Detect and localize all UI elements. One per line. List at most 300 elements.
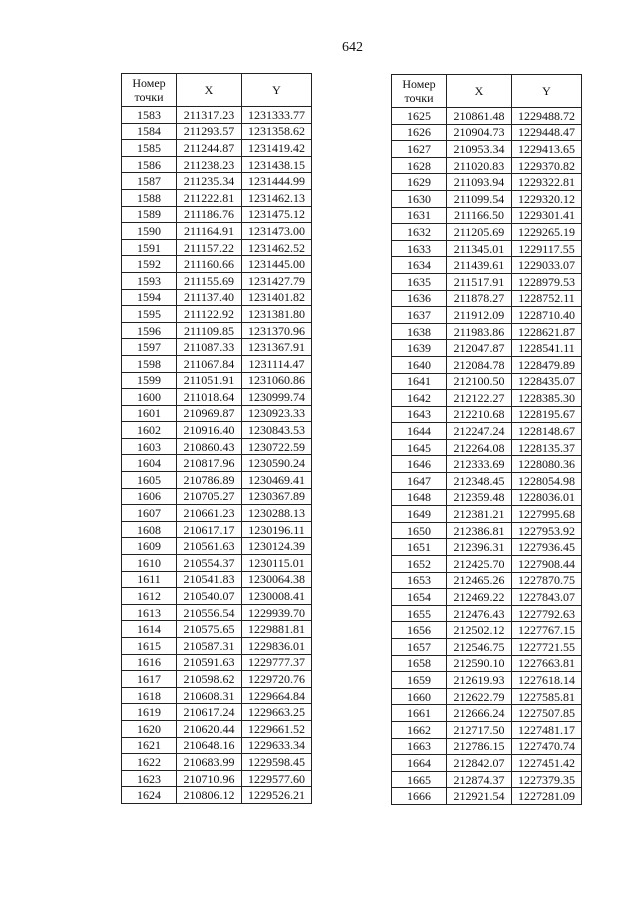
table-row — [392, 456, 582, 473]
cell-point-number: 1603 — [122, 438, 177, 455]
cell-y: 1230008.41 — [242, 588, 312, 605]
cell-point-number: 1657 — [392, 639, 447, 656]
cell-point-number: 1589 — [122, 206, 177, 223]
table-row — [392, 439, 582, 456]
cell-y: 1231462.52 — [242, 239, 312, 256]
table-row — [122, 588, 312, 605]
cell-x: 211983.86 — [447, 323, 512, 340]
cell-point-number: 1606 — [122, 488, 177, 505]
cell-point-number: 1630 — [392, 190, 447, 207]
cell-point-number: 1615 — [122, 638, 177, 655]
header-point-number-line2: точки — [134, 90, 164, 104]
cell-y: 1228080.36 — [512, 456, 582, 473]
cell-point-number: 1618 — [122, 687, 177, 704]
cell-x: 212874.37 — [447, 771, 512, 788]
table-row — [122, 571, 312, 588]
cell-point-number: 1648 — [392, 489, 447, 506]
cell-y: 1231445.00 — [242, 256, 312, 273]
cell-y: 1229939.70 — [242, 604, 312, 621]
cell-x: 212619.93 — [447, 672, 512, 689]
cell-x: 211517.91 — [447, 273, 512, 290]
header-y: Y — [242, 74, 312, 107]
cell-y: 1231475.12 — [242, 206, 312, 223]
cell-point-number: 1629 — [392, 174, 447, 191]
cell-x: 212047.87 — [447, 340, 512, 357]
cell-point-number: 1654 — [392, 589, 447, 606]
table-row — [122, 770, 312, 787]
cell-y: 1230923.33 — [242, 405, 312, 422]
table-body-right — [392, 108, 582, 805]
table-row — [122, 189, 312, 206]
cell-x: 211317.23 — [177, 107, 242, 124]
table-row — [122, 455, 312, 472]
cell-y: 1228135.37 — [512, 439, 582, 456]
cell-y: 1229664.84 — [242, 687, 312, 704]
header-point-number-line2: точки — [404, 91, 434, 105]
cell-y: 1228621.87 — [512, 323, 582, 340]
cell-y: 1227470.74 — [512, 738, 582, 755]
cell-x: 211093.94 — [447, 174, 512, 191]
cell-x: 211222.81 — [177, 189, 242, 206]
table-row — [392, 290, 582, 307]
cell-point-number: 1642 — [392, 390, 447, 407]
cell-x: 211878.27 — [447, 290, 512, 307]
table-row — [122, 239, 312, 256]
cell-y: 1229663.25 — [242, 704, 312, 721]
cell-y: 1229661.52 — [242, 720, 312, 737]
cell-y: 1229320.12 — [512, 190, 582, 207]
table-row — [392, 556, 582, 573]
cell-x: 211238.23 — [177, 156, 242, 173]
cell-point-number: 1624 — [122, 787, 177, 804]
cell-y: 1229413.65 — [512, 141, 582, 158]
cell-x: 212666.24 — [447, 705, 512, 722]
cell-x: 212502.12 — [447, 622, 512, 639]
cell-x: 211345.01 — [447, 240, 512, 257]
cell-y: 1228036.01 — [512, 489, 582, 506]
cell-point-number: 1647 — [392, 473, 447, 490]
cell-y: 1228710.40 — [512, 307, 582, 324]
table-row — [122, 604, 312, 621]
cell-x: 211439.61 — [447, 257, 512, 274]
cell-x: 212122.27 — [447, 390, 512, 407]
cell-y: 1229777.37 — [242, 654, 312, 671]
table-row — [122, 422, 312, 439]
cell-x: 212100.50 — [447, 373, 512, 390]
header-point-number — [392, 75, 447, 108]
cell-x: 212396.31 — [447, 539, 512, 556]
table-row — [392, 307, 582, 324]
table-row — [122, 223, 312, 240]
table-row — [392, 489, 582, 506]
cell-x: 211293.57 — [177, 123, 242, 140]
table-row — [392, 738, 582, 755]
cell-y: 1229720.76 — [242, 671, 312, 688]
cell-y: 1229033.07 — [512, 257, 582, 274]
cell-point-number: 1639 — [392, 340, 447, 357]
header-point-number — [122, 74, 177, 107]
cell-y: 1231358.62 — [242, 123, 312, 140]
cell-x: 210587.31 — [177, 638, 242, 655]
cell-x: 211087.33 — [177, 339, 242, 356]
table-header-row — [392, 75, 582, 108]
cell-point-number: 1585 — [122, 140, 177, 157]
cell-point-number: 1644 — [392, 423, 447, 440]
cell-y: 1229301.41 — [512, 207, 582, 224]
table-row — [392, 340, 582, 357]
table-row — [122, 355, 312, 372]
table-row — [392, 572, 582, 589]
cell-y: 1227908.44 — [512, 556, 582, 573]
cell-point-number: 1602 — [122, 422, 177, 439]
cell-point-number: 1586 — [122, 156, 177, 173]
cell-x: 212469.22 — [447, 589, 512, 606]
table-row — [122, 638, 312, 655]
header-x: X — [447, 75, 512, 108]
table-body-left — [122, 107, 312, 804]
cell-x: 210861.48 — [447, 108, 512, 125]
cell-x: 210969.87 — [177, 405, 242, 422]
cell-point-number: 1587 — [122, 173, 177, 190]
table-row — [392, 390, 582, 407]
cell-point-number: 1632 — [392, 224, 447, 241]
cell-point-number: 1614 — [122, 621, 177, 638]
table-row — [392, 605, 582, 622]
cell-x: 210904.73 — [447, 124, 512, 141]
cell-y: 1229633.34 — [242, 737, 312, 754]
cell-x: 210860.43 — [177, 438, 242, 455]
cell-point-number: 1631 — [392, 207, 447, 224]
cell-x: 212359.48 — [447, 489, 512, 506]
cell-x: 210617.17 — [177, 521, 242, 538]
table-row — [392, 124, 582, 141]
cell-y: 1228979.53 — [512, 273, 582, 290]
cell-x: 211235.34 — [177, 173, 242, 190]
cell-point-number: 1659 — [392, 672, 447, 689]
cell-point-number: 1666 — [392, 788, 447, 805]
cell-y: 1227843.07 — [512, 589, 582, 606]
cell-point-number: 1596 — [122, 322, 177, 339]
cell-x: 212247.24 — [447, 423, 512, 440]
cell-x: 210540.07 — [177, 588, 242, 605]
cell-point-number: 1641 — [392, 373, 447, 390]
table-row — [122, 405, 312, 422]
cell-y: 1230367.89 — [242, 488, 312, 505]
cell-x: 211067.84 — [177, 355, 242, 372]
table-row — [122, 256, 312, 273]
cell-point-number: 1609 — [122, 538, 177, 555]
cell-point-number: 1613 — [122, 604, 177, 621]
cell-x: 211205.69 — [447, 224, 512, 241]
cell-y: 1227507.85 — [512, 705, 582, 722]
cell-point-number: 1627 — [392, 141, 447, 158]
cell-y: 1227792.63 — [512, 605, 582, 622]
cell-x: 210620.44 — [177, 720, 242, 737]
cell-point-number: 1635 — [392, 273, 447, 290]
cell-x: 211160.66 — [177, 256, 242, 273]
table-row — [392, 224, 582, 241]
cell-x: 210556.54 — [177, 604, 242, 621]
table-row — [392, 589, 582, 606]
cell-y: 1227281.09 — [512, 788, 582, 805]
cell-x: 210561.63 — [177, 538, 242, 555]
cell-y: 1228541.11 — [512, 340, 582, 357]
table-row — [392, 655, 582, 672]
cell-y: 1227663.81 — [512, 655, 582, 672]
table-row — [392, 273, 582, 290]
cell-y: 1231473.00 — [242, 223, 312, 240]
cell-x: 211164.91 — [177, 223, 242, 240]
cell-point-number: 1634 — [392, 257, 447, 274]
table-row — [122, 389, 312, 406]
header-point-number-line1: Номер — [132, 76, 166, 90]
table-row — [392, 771, 582, 788]
cell-point-number: 1640 — [392, 356, 447, 373]
table-row — [392, 522, 582, 539]
cell-point-number: 1649 — [392, 506, 447, 523]
cell-point-number: 1625 — [392, 108, 447, 125]
table-row — [122, 621, 312, 638]
cell-point-number: 1637 — [392, 307, 447, 324]
table-row — [392, 639, 582, 656]
cell-x: 210806.12 — [177, 787, 242, 804]
cell-x: 211122.92 — [177, 306, 242, 323]
cell-y: 1228752.11 — [512, 290, 582, 307]
table-row — [122, 505, 312, 522]
cell-y: 1229598.45 — [242, 754, 312, 771]
table-row — [392, 539, 582, 556]
cell-y: 1229577.60 — [242, 770, 312, 787]
cell-y: 1230469.41 — [242, 472, 312, 489]
cell-point-number: 1655 — [392, 605, 447, 622]
cell-point-number: 1588 — [122, 189, 177, 206]
cell-point-number: 1593 — [122, 272, 177, 289]
cell-x: 211166.50 — [447, 207, 512, 224]
cell-y: 1229448.47 — [512, 124, 582, 141]
cell-x: 211244.87 — [177, 140, 242, 157]
cell-y: 1227870.75 — [512, 572, 582, 589]
header-x: X — [177, 74, 242, 107]
cell-y: 1230115.01 — [242, 555, 312, 572]
cell-x: 211157.22 — [177, 239, 242, 256]
table-row — [122, 654, 312, 671]
cell-x: 210591.63 — [177, 654, 242, 671]
cell-point-number: 1651 — [392, 539, 447, 556]
cell-point-number: 1623 — [122, 770, 177, 787]
cell-y: 1231427.79 — [242, 272, 312, 289]
cell-point-number: 1664 — [392, 755, 447, 772]
table-row — [122, 206, 312, 223]
cell-point-number: 1612 — [122, 588, 177, 605]
cell-point-number: 1643 — [392, 406, 447, 423]
header-point-number-line1: Номер — [402, 77, 436, 91]
cell-point-number: 1621 — [122, 737, 177, 754]
table-row — [392, 190, 582, 207]
cell-x: 210683.99 — [177, 754, 242, 771]
table-row — [122, 289, 312, 306]
cell-y: 1230590.24 — [242, 455, 312, 472]
table-row — [392, 406, 582, 423]
cell-x: 211018.64 — [177, 389, 242, 406]
table-row — [392, 672, 582, 689]
cell-x: 210916.40 — [177, 422, 242, 439]
cell-x: 210710.96 — [177, 770, 242, 787]
cell-y: 1227721.55 — [512, 639, 582, 656]
cell-x: 210953.34 — [447, 141, 512, 158]
cell-point-number: 1590 — [122, 223, 177, 240]
table-row — [122, 488, 312, 505]
cell-y: 1227618.14 — [512, 672, 582, 689]
cell-point-number: 1604 — [122, 455, 177, 472]
table-row — [122, 140, 312, 157]
cell-x: 211912.09 — [447, 307, 512, 324]
cell-point-number: 1598 — [122, 355, 177, 372]
cell-point-number: 1597 — [122, 339, 177, 356]
table-row — [122, 538, 312, 555]
cell-y: 1230999.74 — [242, 389, 312, 406]
cell-x: 212084.78 — [447, 356, 512, 373]
table-row — [392, 506, 582, 523]
cell-y: 1229836.01 — [242, 638, 312, 655]
cell-x: 210598.62 — [177, 671, 242, 688]
table-row — [122, 322, 312, 339]
cell-x: 210661.23 — [177, 505, 242, 522]
cell-point-number: 1665 — [392, 771, 447, 788]
cell-x: 212381.21 — [447, 506, 512, 523]
table-row — [122, 737, 312, 754]
cell-x: 211155.69 — [177, 272, 242, 289]
table-row — [122, 306, 312, 323]
cell-y: 1231060.86 — [242, 372, 312, 389]
table-header-row — [122, 74, 312, 107]
table-row — [392, 755, 582, 772]
cell-y: 1231444.99 — [242, 173, 312, 190]
cell-y: 1227451.42 — [512, 755, 582, 772]
cell-x: 212546.75 — [447, 639, 512, 656]
table-row — [392, 423, 582, 440]
cell-y: 1229881.81 — [242, 621, 312, 638]
cell-point-number: 1610 — [122, 555, 177, 572]
cell-point-number: 1660 — [392, 688, 447, 705]
table-row — [122, 521, 312, 538]
table-row — [392, 705, 582, 722]
cell-x: 212348.45 — [447, 473, 512, 490]
table-row — [122, 687, 312, 704]
cell-x: 210617.24 — [177, 704, 242, 721]
table-row — [392, 356, 582, 373]
cell-point-number: 1595 — [122, 306, 177, 323]
cell-x: 210608.31 — [177, 687, 242, 704]
cell-y: 1230064.38 — [242, 571, 312, 588]
cell-x: 212622.79 — [447, 688, 512, 705]
cell-y: 1229265.19 — [512, 224, 582, 241]
coordinates-table-left — [121, 73, 312, 804]
cell-y: 1231462.13 — [242, 189, 312, 206]
cell-x: 212717.50 — [447, 721, 512, 738]
cell-y: 1228435.07 — [512, 373, 582, 390]
cell-x: 212465.26 — [447, 572, 512, 589]
cell-point-number: 1594 — [122, 289, 177, 306]
cell-point-number: 1605 — [122, 472, 177, 489]
cell-point-number: 1608 — [122, 521, 177, 538]
cell-y: 1231114.47 — [242, 355, 312, 372]
cell-point-number: 1661 — [392, 705, 447, 722]
cell-point-number: 1591 — [122, 239, 177, 256]
table-row — [392, 174, 582, 191]
table-row — [392, 157, 582, 174]
table-row — [122, 720, 312, 737]
cell-y: 1229322.81 — [512, 174, 582, 191]
cell-y: 1227953.92 — [512, 522, 582, 539]
cell-point-number: 1638 — [392, 323, 447, 340]
cell-x: 212386.81 — [447, 522, 512, 539]
cell-point-number: 1646 — [392, 456, 447, 473]
cell-point-number: 1626 — [392, 124, 447, 141]
cell-y: 1228054.98 — [512, 473, 582, 490]
cell-y: 1229117.55 — [512, 240, 582, 257]
cell-y: 1228479.89 — [512, 356, 582, 373]
cell-point-number: 1636 — [392, 290, 447, 307]
cell-point-number: 1619 — [122, 704, 177, 721]
cell-point-number: 1617 — [122, 671, 177, 688]
cell-x: 212842.07 — [447, 755, 512, 772]
cell-y: 1227379.35 — [512, 771, 582, 788]
table-row — [122, 372, 312, 389]
table-row — [122, 555, 312, 572]
cell-y: 1230196.11 — [242, 521, 312, 538]
table-row — [122, 272, 312, 289]
table-row — [392, 108, 582, 125]
cell-point-number: 1620 — [122, 720, 177, 737]
table-row — [392, 788, 582, 805]
cell-point-number: 1658 — [392, 655, 447, 672]
cell-y: 1231333.77 — [242, 107, 312, 124]
cell-x: 211137.40 — [177, 289, 242, 306]
cell-y: 1231419.42 — [242, 140, 312, 157]
cell-point-number: 1645 — [392, 439, 447, 456]
cell-x: 211186.76 — [177, 206, 242, 223]
table-row — [392, 323, 582, 340]
cell-point-number: 1601 — [122, 405, 177, 422]
table-row — [122, 173, 312, 190]
table-row — [122, 754, 312, 771]
cell-x: 212590.10 — [447, 655, 512, 672]
table-row — [392, 240, 582, 257]
table-row — [122, 671, 312, 688]
table-row — [392, 622, 582, 639]
header-y: Y — [512, 75, 582, 108]
cell-point-number: 1611 — [122, 571, 177, 588]
cell-x: 210648.16 — [177, 737, 242, 754]
cell-x: 211051.91 — [177, 372, 242, 389]
table-row — [392, 257, 582, 274]
cell-y: 1229488.72 — [512, 108, 582, 125]
cell-x: 210786.89 — [177, 472, 242, 489]
cell-point-number: 1584 — [122, 123, 177, 140]
cell-y: 1227767.15 — [512, 622, 582, 639]
cell-y: 1227995.68 — [512, 506, 582, 523]
table-row — [122, 339, 312, 356]
cell-x: 212425.70 — [447, 556, 512, 573]
cell-x: 212264.08 — [447, 439, 512, 456]
cell-y: 1228148.67 — [512, 423, 582, 440]
coordinates-table-right — [391, 74, 582, 805]
cell-point-number: 1650 — [392, 522, 447, 539]
table-row — [392, 473, 582, 490]
cell-y: 1227936.45 — [512, 539, 582, 556]
cell-x: 211020.83 — [447, 157, 512, 174]
cell-x: 212476.43 — [447, 605, 512, 622]
